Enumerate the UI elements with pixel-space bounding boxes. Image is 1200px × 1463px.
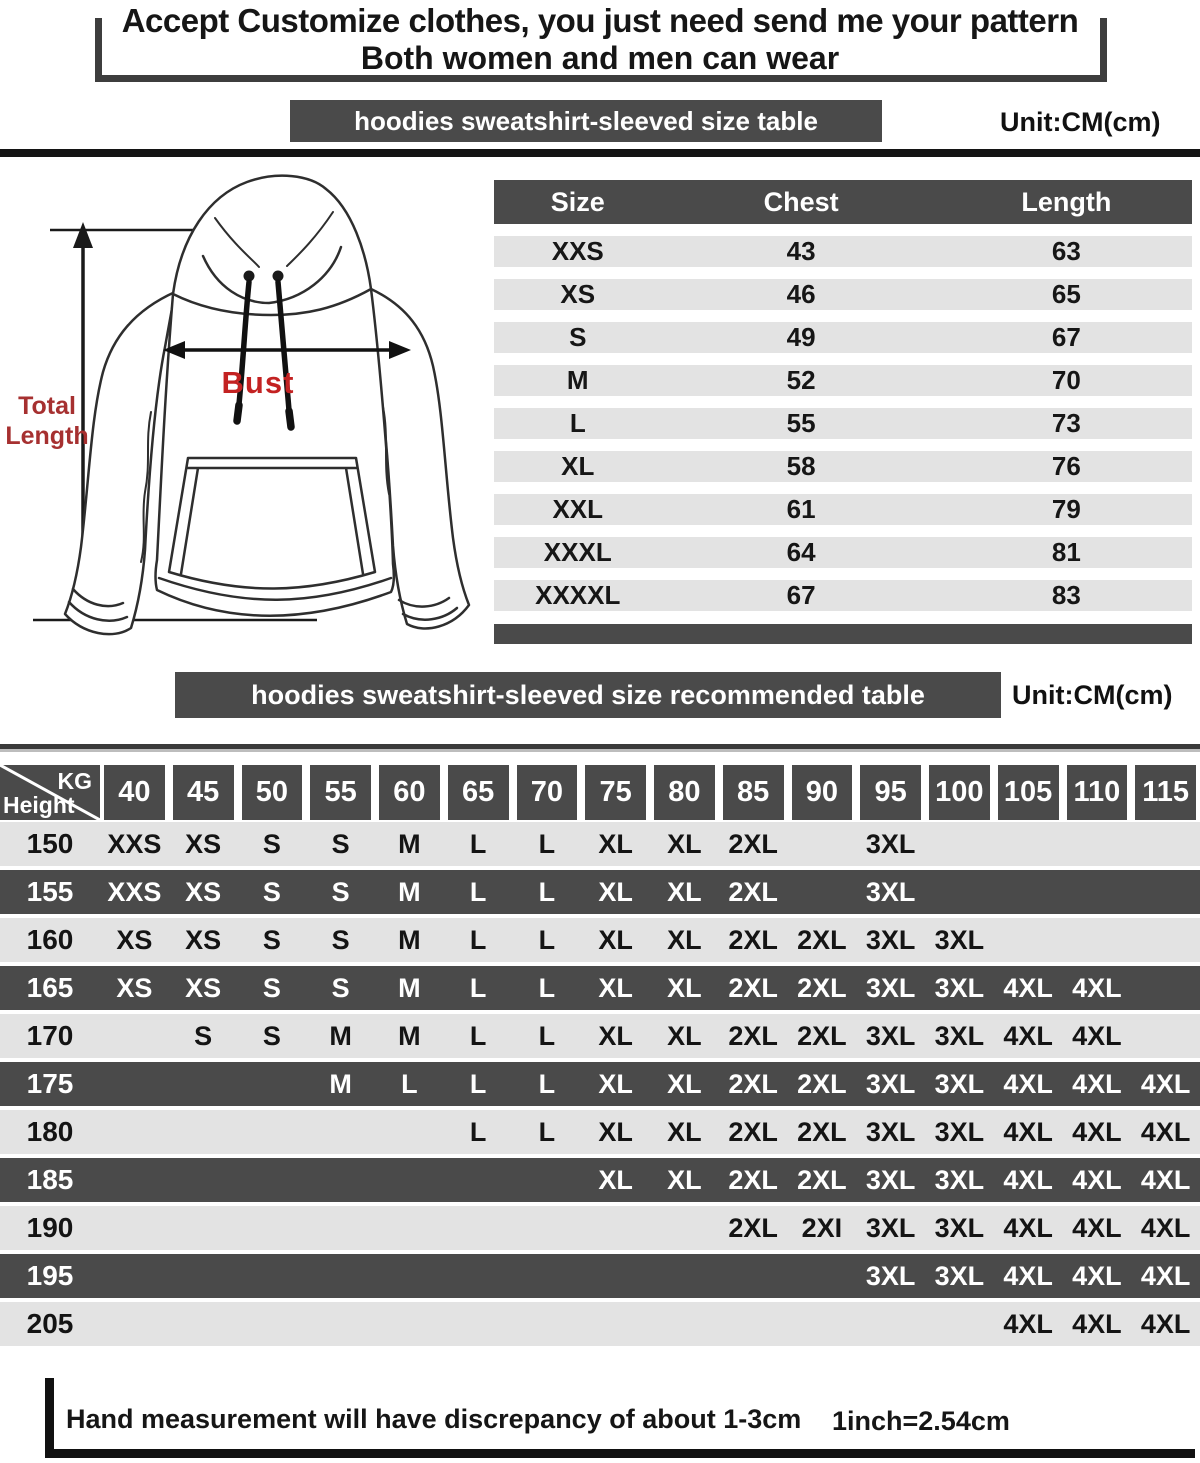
recommended-size-cell [994,870,1063,914]
weight-header-cell: 55 [310,765,371,820]
recommended-size-cell: 4XL [1003,1117,1053,1147]
recommended-size-cell: XL [667,925,702,955]
recommended-size-cell: XS [116,925,153,955]
recommended-size-cell: XL [667,1117,702,1147]
recommend-row [0,1206,1200,1250]
size-value: XL [561,451,595,481]
height-label: 170 [26,1020,74,1051]
recommended-size-cell: 3XL [934,1021,985,1051]
divider-line [0,744,1200,752]
recommended-size-cell: XS [116,973,153,1003]
recommended-size-cell: 4XL [1140,1069,1191,1099]
size-table-body [494,236,1192,611]
height-label: 155 [26,876,74,907]
recommended-size-cell: XL [598,1117,633,1147]
recommended-size-cell: XL [598,973,633,1003]
recommended-size-cell [650,1302,719,1346]
recommended-size-cell: 4XL [1140,1165,1191,1195]
recommended-size-cell [650,1206,719,1250]
recommended-size-cell: 4XL [1003,973,1053,1003]
recommended-size-cell: L [469,1117,487,1147]
height-label: 165 [26,972,74,1003]
recommended-size-cell: XL [598,1021,633,1051]
recommended-size-cell: 3XL [865,1165,916,1195]
recommended-size-cell [100,1206,169,1250]
recommended-size-cell: 4XL [1072,1117,1122,1147]
height-label: 195 [26,1260,74,1291]
size-table-row [494,279,1192,310]
recommend-row [0,918,1200,962]
chest-value: 55 [786,408,816,438]
recommended-size-cell [444,1302,513,1346]
height-label: 160 [26,924,74,955]
recommended-size-cell: 2XL [728,1021,778,1051]
recommended-size-cell: 4XL [1072,1213,1122,1243]
recommended-size-cell [375,1158,444,1202]
recommended-size-cell: XL [598,925,633,955]
recommended-size-cell: 2XL [728,829,778,859]
chest-value: 61 [786,494,816,524]
chest-value: 67 [786,580,816,610]
recommended-size-cell: M [398,1021,421,1051]
recommended-size-cell: 4XL [1072,1021,1122,1051]
weight-header-cell: 65 [448,765,509,820]
corner-kg-label: KG [57,768,92,794]
recommended-size-cell: XS [185,877,222,907]
hoodie-measurement-figure [5,162,485,662]
recommended-size-cell: 4XL [1072,1309,1122,1339]
recommended-size-cell: 4XL [1140,1117,1191,1147]
chest-value: 49 [786,322,816,352]
recommended-size-cell: 4XL [1003,1021,1053,1051]
length-value: 70 [1051,365,1081,395]
size-table-row [494,494,1192,525]
recommended-size-cell [169,1062,238,1106]
recommended-size-cell: 2XL [797,925,847,955]
recommended-size-cell [306,1302,375,1346]
recommended-size-cell: XL [598,1165,633,1195]
recommended-size-cell [306,1206,375,1250]
recommended-size-cell [306,1158,375,1202]
recommended-size-cell [1063,870,1132,914]
size-table-bottom-bar [494,624,1192,644]
recommended-size-cell [1131,1014,1200,1058]
recommended-size-cell [375,1206,444,1250]
recommended-size-cell [444,1206,513,1250]
recommend-table [0,765,1200,1350]
recommended-size-cell [238,1110,307,1154]
recommended-size-cell: L [538,829,556,859]
recommended-size-cell: S [262,829,281,859]
recommended-size-cell: 3XL [934,1165,985,1195]
size-value: L [569,408,586,438]
recommended-size-cell [238,1254,307,1298]
recommended-size-cell: 4XL [1003,1309,1053,1339]
recommended-size-cell [513,1302,582,1346]
hoodie-outline [65,176,469,634]
recommended-size-cell: L [538,1117,556,1147]
recommend-table-title: hoodies sweatshirt-sleeved size recommended table [175,672,1001,718]
recommended-size-cell: 2XI [801,1213,843,1243]
recommended-size-cell: 4XL [1072,973,1122,1003]
recommend-row [0,1014,1200,1058]
recommended-size-cell: M [398,877,421,907]
weight-header-cell: 45 [173,765,234,820]
recommended-size-cell: 2XL [728,1117,778,1147]
recommended-size-cell: L [469,1069,487,1099]
weight-header-cell: 40 [104,765,165,820]
weight-header-cell: 100 [929,765,990,820]
recommended-size-cell: 2XL [797,1021,847,1051]
recommended-size-cell [306,1254,375,1298]
recommended-size-cell: S [262,973,281,1003]
recommended-size-cell: L [469,829,487,859]
recommended-size-cell [1131,822,1200,866]
recommended-size-cell: 4XL [1140,1309,1191,1339]
recommended-size-cell [375,1254,444,1298]
recommended-size-cell [100,1110,169,1154]
recommended-size-cell: L [469,973,487,1003]
recommended-size-cell [100,1014,169,1058]
recommended-size-cell [650,1254,719,1298]
recommend-table-unit: Unit:CM(cm) [1012,680,1173,710]
recommended-size-cell: 2XL [797,1165,847,1195]
recommended-size-cell: 2XL [728,1213,778,1243]
recommended-size-cell: 3XL [934,1069,985,1099]
recommended-size-cell: 3XL [865,1021,916,1051]
recommended-size-cell: 2XL [728,1165,778,1195]
recommended-size-cell: XL [598,877,633,907]
recommended-size-cell: 4XL [1003,1261,1053,1291]
height-label: 150 [26,828,74,859]
recommended-size-cell [719,1254,788,1298]
corner-height-label: Height [3,792,75,818]
recommended-size-cell: 4XL [1003,1069,1053,1099]
recommended-size-cell [444,1158,513,1202]
recommended-size-cell [788,1254,857,1298]
recommended-size-cell: L [469,877,487,907]
page-title-line1: Accept Customize clothes, you just need send me your pattern [121,2,1079,39]
recommended-size-cell: 2XL [728,877,778,907]
recommended-size-cell [169,1110,238,1154]
footer-note-box [45,1378,1195,1458]
size-table-row [494,451,1192,482]
divider-line [0,149,1200,157]
bust-label: Bust [221,365,295,400]
size-value: S [569,322,587,352]
recommend-row [0,1110,1200,1154]
recommended-size-cell [513,1206,582,1250]
recommended-size-cell [581,1254,650,1298]
recommended-size-cell [1063,822,1132,866]
recommended-size-cell: 3XL [865,829,916,859]
recommended-size-cell [238,1158,307,1202]
recommended-size-cell [788,1302,857,1346]
recommended-size-cell: 2XL [797,1117,847,1147]
size-value: XXXXL [535,580,621,610]
recommended-size-cell: 3XL [865,1213,916,1243]
size-value: XXL [552,494,604,524]
recommended-size-cell [994,822,1063,866]
length-value: 81 [1051,537,1081,567]
recommend-row [0,822,1200,866]
recommended-size-cell: M [329,1069,352,1099]
recommended-size-cell: XL [667,973,702,1003]
recommended-size-cell: 4XL [1140,1261,1191,1291]
recommended-size-cell: M [398,925,421,955]
height-label: 190 [26,1212,74,1243]
recommended-size-cell: XS [185,925,222,955]
recommended-size-cell: XL [667,1021,702,1051]
recommended-size-cell [169,1254,238,1298]
total-length-label-1: Total [18,392,76,420]
recommended-size-cell: 2XL [728,925,778,955]
weight-header-cell: 50 [242,765,303,820]
size-value: XXXL [543,537,612,567]
recommended-size-cell: 2XL [728,1069,778,1099]
recommended-size-cell [100,1158,169,1202]
size-table-row [494,236,1192,267]
size-table [494,180,1192,644]
recommended-size-cell: M [398,829,421,859]
length-value: 67 [1051,322,1081,352]
recommended-size-cell: 3XL [865,925,916,955]
recommended-size-cell: 4XL [1072,1165,1122,1195]
recommended-size-cell [581,1302,650,1346]
recommended-size-cell: XL [667,829,702,859]
recommended-size-cell: 3XL [934,925,985,955]
recommended-size-cell [100,1302,169,1346]
recommended-size-cell: L [538,1021,556,1051]
weight-header-cell: 60 [379,765,440,820]
length-value: 76 [1051,451,1081,481]
weight-header-cell: 70 [517,765,578,820]
chest-value: 64 [786,537,816,567]
recommended-size-cell [1131,870,1200,914]
size-table-title: hoodies sweatshirt-sleeved size table [290,100,882,142]
recommended-size-cell: XXS [107,829,162,859]
recommended-size-cell: 4XL [1003,1165,1053,1195]
recommended-size-cell [375,1110,444,1154]
size-table-row [494,365,1192,396]
recommended-size-cell [856,1302,925,1346]
recommended-size-cell [169,1158,238,1202]
recommended-size-cell: 3XL [934,1117,985,1147]
length-value: 73 [1051,408,1081,438]
col-chest: Chest [763,187,839,217]
length-value: 65 [1051,279,1081,309]
recommended-size-cell: XXS [107,877,162,907]
recommended-size-cell: S [262,1021,281,1051]
recommended-size-cell: XL [598,829,633,859]
total-length-label-2: Length [5,422,89,450]
recommended-size-cell: XL [667,1069,702,1099]
recommended-size-cell [1131,918,1200,962]
recommended-size-cell: 3XL [934,1261,985,1291]
recommended-size-cell: S [331,925,350,955]
recommend-row [0,1254,1200,1298]
size-value: XXS [551,236,604,266]
recommended-size-cell: XS [185,973,222,1003]
recommended-size-cell [1131,966,1200,1010]
recommended-size-cell: S [331,973,350,1003]
recommend-row [0,1158,1200,1202]
weight-header-cell: 115 [1135,765,1196,820]
size-value: XS [560,279,596,309]
recommended-size-cell [513,1158,582,1202]
recommended-size-cell: S [194,1021,213,1051]
recommended-size-cell: L [538,925,556,955]
recommended-size-cell: 3XL [865,1261,916,1291]
col-length: Length [1021,187,1112,217]
length-value: 63 [1051,236,1081,266]
recommended-size-cell [788,870,857,914]
size-value: M [566,365,589,395]
recommended-size-cell: 3XL [865,973,916,1003]
recommended-size-cell [925,822,994,866]
kg-height-corner [0,765,100,820]
recommended-size-cell [169,1206,238,1250]
weight-header-cell: 110 [1067,765,1128,820]
recommended-size-cell [925,870,994,914]
recommended-size-cell [100,1254,169,1298]
weight-header-cell: 75 [585,765,646,820]
recommended-size-cell [169,1302,238,1346]
size-table-unit: Unit:CM(cm) [1000,107,1161,137]
recommended-size-cell: 4XL [1003,1213,1053,1243]
recommended-size-cell: S [331,877,350,907]
recommended-size-cell: L [538,973,556,1003]
recommend-row [0,966,1200,1010]
recommended-size-cell [513,1254,582,1298]
recommend-table-header [0,765,1200,820]
recommended-size-cell [925,1302,994,1346]
chest-value: 43 [786,236,816,266]
recommended-size-cell [238,1302,307,1346]
chest-value: 52 [786,365,816,395]
recommend-row [0,870,1200,914]
size-table-row [494,322,1192,353]
chest-value: 58 [786,451,816,481]
recommended-size-cell [306,1110,375,1154]
recommended-size-cell [994,918,1063,962]
col-size: Size [550,187,605,217]
chest-value: 46 [786,279,816,309]
recommended-size-cell: L [469,925,487,955]
recommended-size-cell: 3XL [865,877,916,907]
recommended-size-cell: 4XL [1140,1213,1191,1243]
height-label: 175 [26,1068,74,1099]
weight-header-cell: 105 [998,765,1059,820]
recommended-size-cell: 3XL [934,1213,985,1243]
page-title-line2: Both women and men can wear [360,40,840,76]
weight-header-cell: 80 [654,765,715,820]
height-label: 180 [26,1116,74,1147]
recommended-size-cell: XL [667,1165,702,1195]
recommended-size-cell: 2XL [797,1069,847,1099]
arrowhead-up [73,222,93,248]
recommended-size-cell [788,822,857,866]
recommended-size-cell: XL [667,877,702,907]
recommended-size-cell: L [469,1021,487,1051]
size-table-row [494,408,1192,439]
recommended-size-cell: XL [598,1069,633,1099]
weight-header-cell: 85 [723,765,784,820]
recommended-size-cell [581,1206,650,1250]
length-value: 83 [1051,580,1081,610]
size-table-header [494,180,1192,224]
recommended-size-cell: 2XL [728,973,778,1003]
weight-header-cell: 95 [860,765,921,820]
recommended-size-cell [238,1206,307,1250]
size-table-row [494,580,1192,611]
recommended-size-cell: L [538,877,556,907]
recommend-table-body [0,822,1200,1346]
length-value: 79 [1051,494,1081,524]
recommended-size-cell [375,1302,444,1346]
weight-header-cell: 90 [792,765,853,820]
recommend-row [0,1302,1200,1346]
height-label: 205 [26,1308,74,1339]
measurement-note: Hand measurement will have discrepancy of about 1-3cm [66,1404,802,1434]
height-label: 185 [26,1164,74,1195]
recommended-size-cell: 4XL [1072,1069,1122,1099]
recommended-size-cell [444,1254,513,1298]
recommended-size-cell: 2XL [797,973,847,1003]
recommended-size-cell [100,1062,169,1106]
recommended-size-cell: L [401,1069,418,1099]
recommended-size-cell [238,1062,307,1106]
recommended-size-cell [719,1302,788,1346]
recommended-size-cell: 3XL [865,1117,916,1147]
recommended-size-cell: 3XL [934,973,985,1003]
recommended-size-cell: L [538,1069,556,1099]
recommended-size-cell: M [329,1021,352,1051]
inch-conversion: 1inch=2.54cm [832,1406,1010,1436]
recommended-size-cell [1063,918,1132,962]
recommended-size-cell: XS [185,829,222,859]
recommended-size-cell: S [262,925,281,955]
recommend-row [0,1062,1200,1106]
recommended-size-cell: 3XL [865,1069,916,1099]
recommended-size-cell: M [398,973,421,1003]
recommended-size-cell: S [262,877,281,907]
size-table-row [494,537,1192,568]
recommended-size-cell: 4XL [1072,1261,1122,1291]
recommended-size-cell: S [331,829,350,859]
